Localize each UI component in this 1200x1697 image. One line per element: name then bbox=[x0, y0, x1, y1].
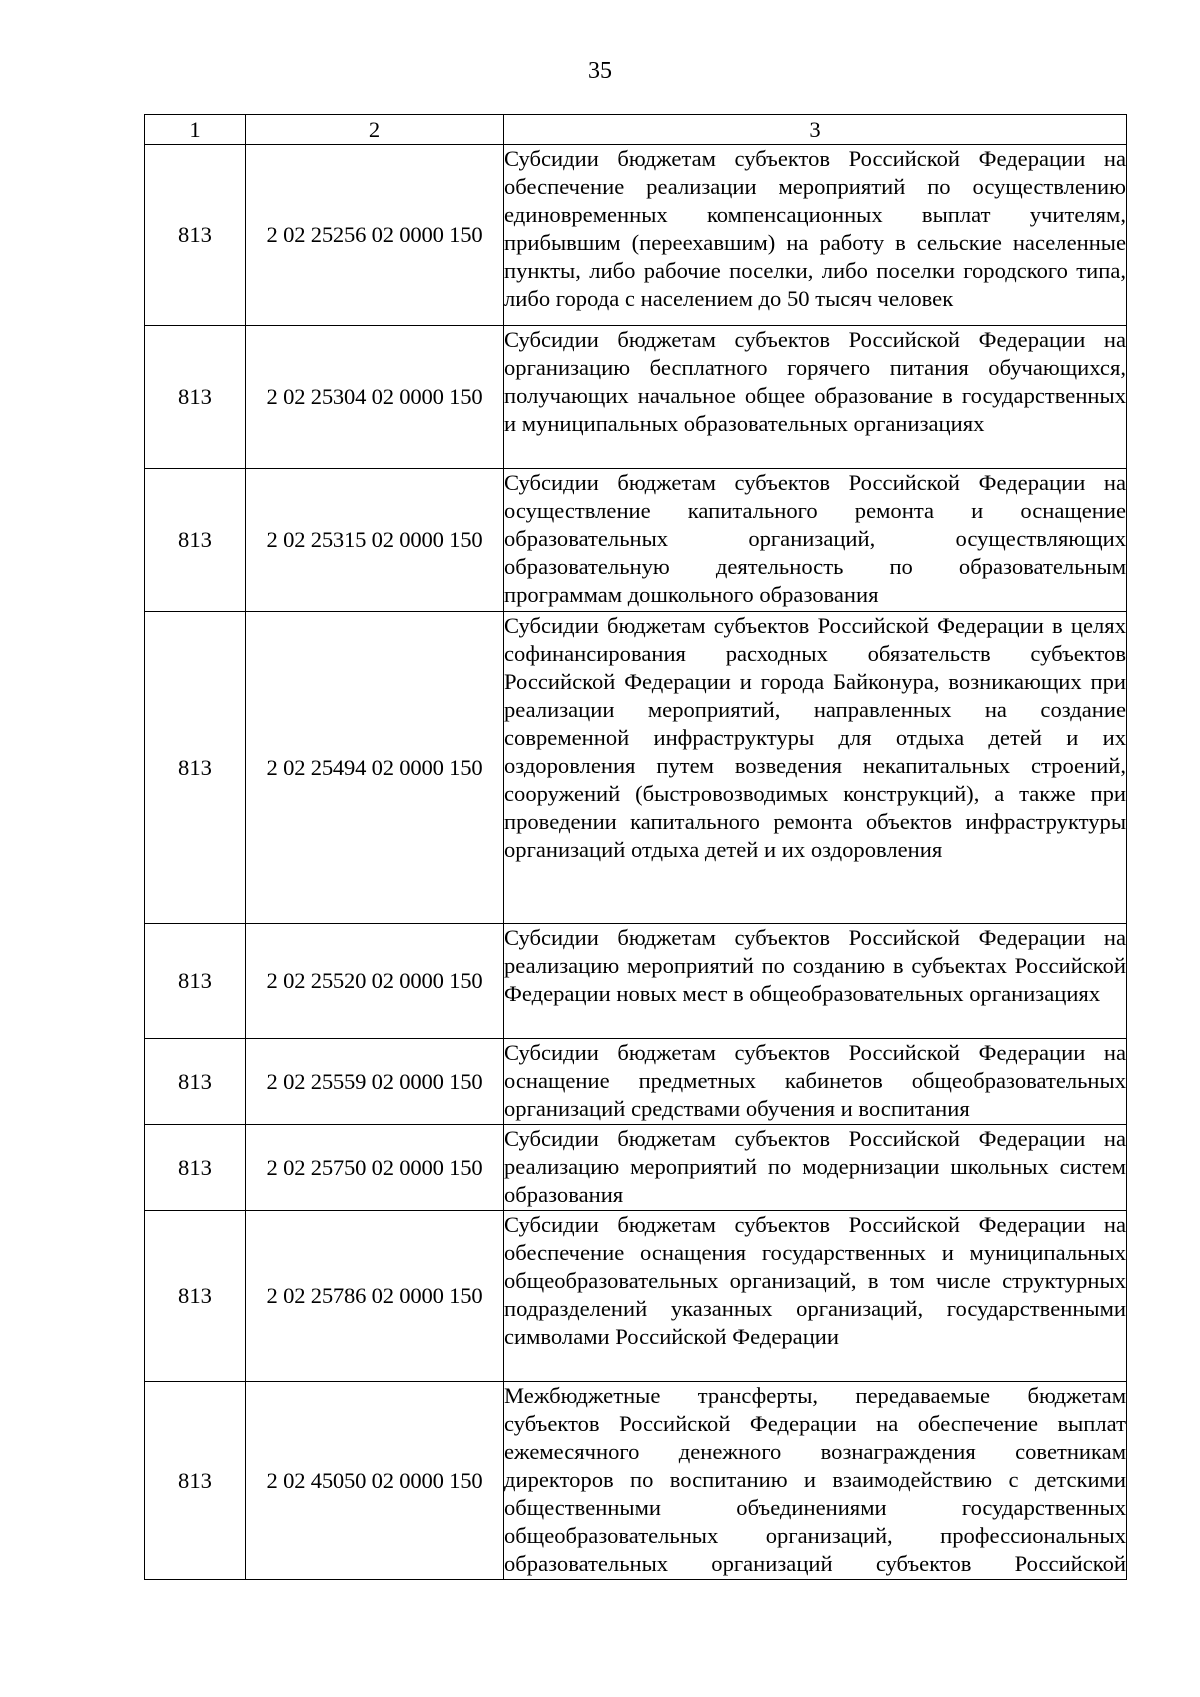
administrator-code-cell: 813 bbox=[145, 469, 246, 612]
income-description-cell: Субсидии бюджетам субъектов Российской Федерации на организацию бесплатного горячего питания обучающихся, получающих начальное общее образование в государственных и муниципальных образовательных организациях bbox=[504, 326, 1127, 469]
administrator-code-cell: 813 bbox=[145, 612, 246, 924]
table-row bbox=[145, 924, 1127, 1039]
column-header-3: 3 bbox=[504, 115, 1127, 145]
table-row bbox=[145, 469, 1127, 612]
budget-code-cell: 2 02 25494 02 0000 150 bbox=[246, 612, 504, 924]
administrator-code-cell: 813 bbox=[145, 326, 246, 469]
budget-code-cell: 2 02 25786 02 0000 150 bbox=[246, 1211, 504, 1382]
budget-code-cell: 2 02 25520 02 0000 150 bbox=[246, 924, 504, 1039]
table-row bbox=[145, 326, 1127, 469]
budget-code-cell: 2 02 25315 02 0000 150 bbox=[246, 469, 504, 612]
column-header-1: 1 bbox=[145, 115, 246, 145]
income-description-cell: Субсидии бюджетам субъектов Российской Федерации на обеспечение оснащения государственных и муниципальных общеобразовательных организаций, в том числе структурных подразделений указанных организаций, государственными символами Российской Федерации bbox=[504, 1211, 1127, 1382]
income-description-cell: Субсидии бюджетам субъектов Российской Федерации на реализацию мероприятий по модернизации школьных систем образования bbox=[504, 1125, 1127, 1211]
administrator-code-cell: 813 bbox=[145, 1382, 246, 1580]
page-number: 35 bbox=[588, 58, 612, 84]
administrator-code-cell: 813 bbox=[145, 1211, 246, 1382]
budget-code-cell: 2 02 25750 02 0000 150 bbox=[246, 1125, 504, 1211]
income-description-cell: Межбюджетные трансферты, передаваемые бюджетам субъектов Российской Федерации на обеспечение выплат ежемесячного денежного вознаграждения советникам директоров по воспитанию и взаимодействию с детскими общественными объединениями государственных общеобразовательных организаций, профессиональных образовательных организаций субъектов Российской bbox=[504, 1382, 1127, 1580]
administrator-code-cell: 813 bbox=[145, 1039, 246, 1125]
budget-code-cell: 2 02 25559 02 0000 150 bbox=[246, 1039, 504, 1125]
table-row bbox=[145, 1039, 1127, 1125]
table-row bbox=[145, 612, 1127, 924]
table-row bbox=[145, 1211, 1127, 1382]
budget-code-cell: 2 02 25304 02 0000 150 bbox=[246, 326, 504, 469]
income-description-cell: Субсидии бюджетам субъектов Российской Федерации на реализацию мероприятий по созданию в субъектах Российской Федерации новых мест в общеобразовательных организациях bbox=[504, 924, 1127, 1039]
administrator-code-cell: 813 bbox=[145, 145, 246, 326]
income-description-cell: Субсидии бюджетам субъектов Российской Федерации на оснащение предметных кабинетов общеобразовательных организаций средствами обучения и воспитания bbox=[504, 1039, 1127, 1125]
budget-code-cell: 2 02 45050 02 0000 150 bbox=[246, 1382, 504, 1580]
budget-classification-table bbox=[144, 114, 1127, 1580]
administrator-code-cell: 813 bbox=[145, 1125, 246, 1211]
income-description-cell: Субсидии бюджетам субъектов Российской Федерации на обеспечение реализации мероприятий по осуществлению единовременных компенсационных выплат учителям, прибывшим (переехавшим) на работу в сельские населенные пункты, либо рабочие поселки, либо поселки городского типа, либо города с населением до 50 тысяч человек bbox=[504, 145, 1127, 326]
budget-code-cell: 2 02 25256 02 0000 150 bbox=[246, 145, 504, 326]
administrator-code-cell: 813 bbox=[145, 924, 246, 1039]
table-row bbox=[145, 1125, 1127, 1211]
table-row bbox=[145, 145, 1127, 326]
column-header-2: 2 bbox=[246, 115, 504, 145]
table-row bbox=[145, 1382, 1127, 1580]
table-header-row bbox=[145, 115, 1127, 145]
income-description-cell: Субсидии бюджетам субъектов Российской Федерации на осуществление капитального ремонта и оснащение образовательных организаций, осуществляющих образовательную деятельность по образовательным программам дошкольного образования bbox=[504, 469, 1127, 612]
income-description-cell: Субсидии бюджетам субъектов Российской Федерации в целях софинансирования расходных обязательств субъектов Российской Федерации и города Байконура, возникающих при реализации мероприятий, направленных на создание современной инфраструктуры для отдыха детей и их оздоровления путем возведения некапитальных строений, сооружений (быстровозводимых конструкций), а также при проведении капитального ремонта объектов инфраструктуры организаций отдыха детей и их оздоровления bbox=[504, 612, 1127, 924]
